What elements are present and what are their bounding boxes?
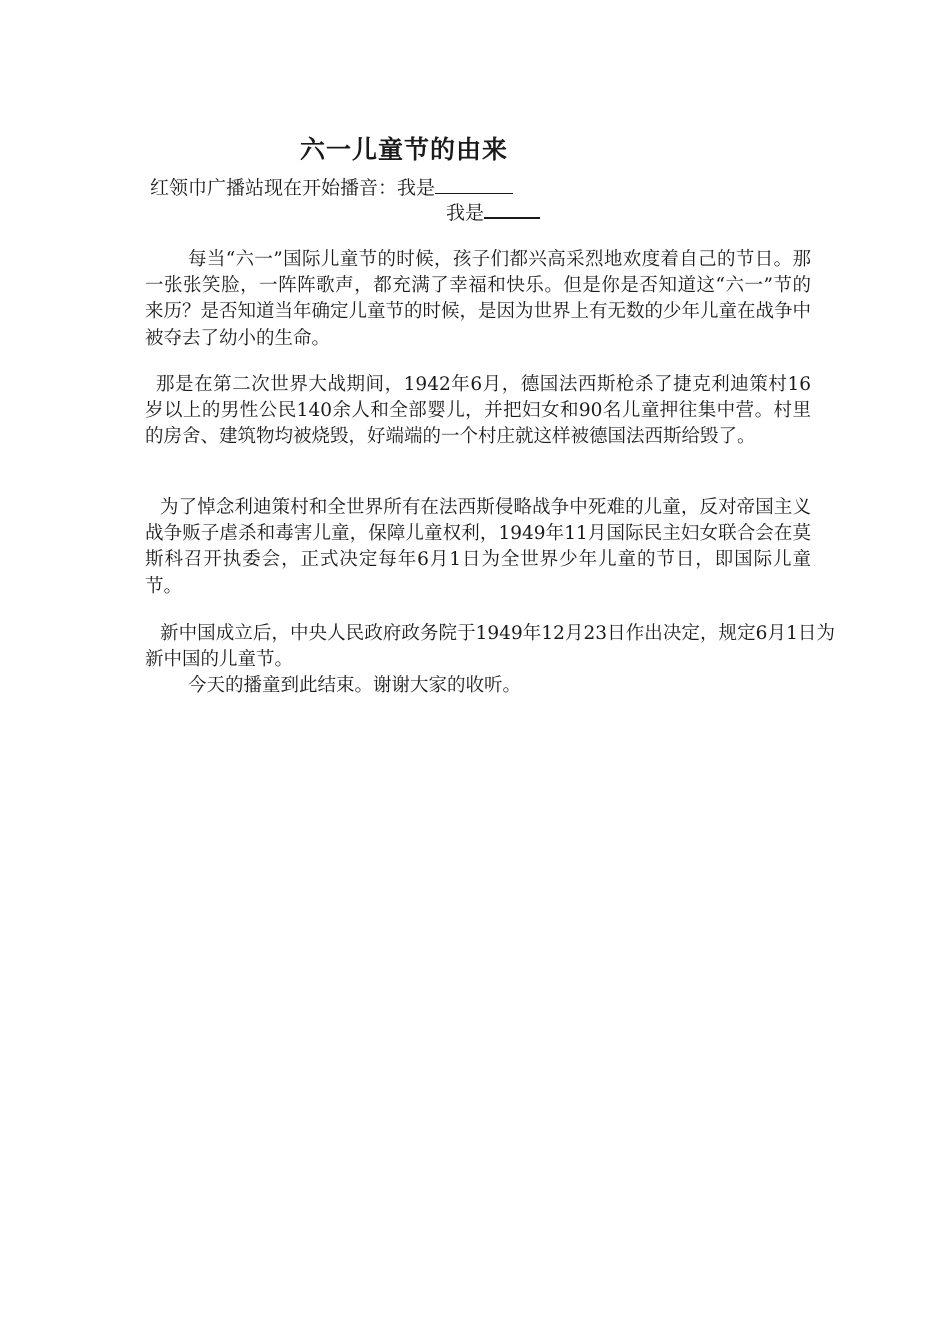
intro-line-2	[446, 199, 540, 226]
paragraph-2: 那是在第二次世界大战期间，1942年6月，德国法西斯枪杀了捷克利迪策村16岁以上的男性公民140余人和全部婴儿，并把妇女和90名儿童押往集中营。村里的房舍、建筑物均被烧毁，好端端的一个村庄就这样被德国法西斯给毁了。	[145, 374, 811, 448]
intro-line-1-text: 红领巾广播站现在开始播音：我是	[150, 177, 436, 199]
intro-line-2-text: 我是	[446, 202, 485, 224]
paragraph-5: 今天的播童到此结束。谢谢大家的收听。	[188, 675, 522, 696]
intro-line-1	[150, 175, 513, 201]
paragraph-4: 新中国成立后，中央人民政府政务院于1949年12月23日作出决定，规定6月1日为新中国的儿童节。	[145, 623, 835, 671]
paragraph-3: 为了悼念利迪策村和全世界所有在法西斯侵略战争中死难的儿童，反对帝国主义战争贩子虐杀和毒害儿童，保障儿童权利，1949年11月国际民主妇女联合会在莫斯科召开执委会，正式决定每年6月1日为全世界少年儿童的节日，即国际儿童节。	[145, 497, 811, 597]
paragraph-1: 每当“六一”国际儿童节的时候，孩子们都兴高采烈地欢度着自己的节日。那一张张笑脸，一阵阵歌声，都充满了幸福和快乐。但是你是否知道这“六一”节的来历？是否知道当年确定儿童节的时候，是因为世界上有无数的少年儿童在战争中被夺去了幼小的生命。	[145, 249, 812, 349]
name-blank-2[interactable]	[484, 199, 540, 219]
name-blank-1[interactable]	[435, 175, 513, 194]
document-title: 六一儿童节的由来	[299, 135, 508, 164]
